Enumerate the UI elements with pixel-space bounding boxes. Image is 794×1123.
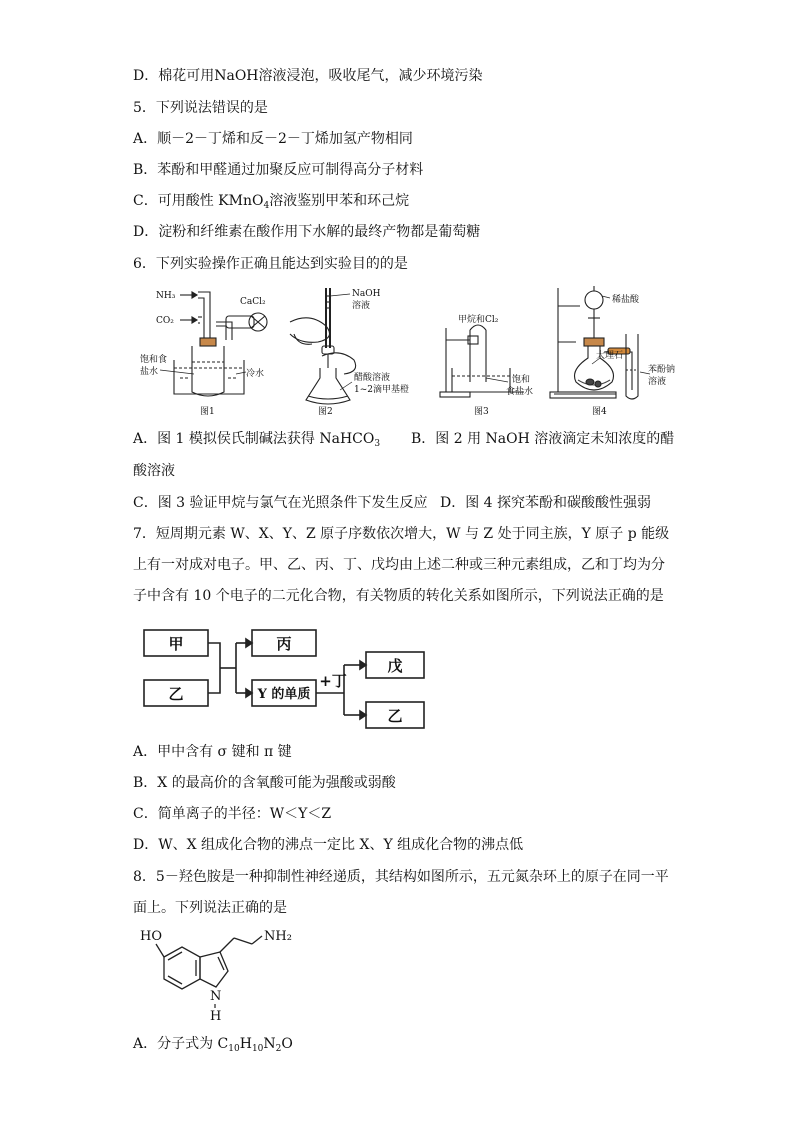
fig1-co2-label: CO₂ <box>156 316 174 326</box>
fig4-phenoxide-line2: 溶液 <box>648 377 667 387</box>
q6-option-b-line2: 酸溶液 <box>133 463 175 479</box>
fig2-acid-line2: 1~2滴甲基橙 <box>354 385 409 395</box>
q6-option-d: D．图 4 探究苯酚和碳酸酸性强弱 <box>440 495 652 511</box>
fig4-acid-label: 稀盐酸 <box>612 295 640 305</box>
fig3-water-line1: 饱和 <box>512 375 531 385</box>
q7-option-c: C．简单离子的半径：W＜Y＜Z <box>133 806 332 822</box>
q8-formula-h-count: 10 <box>251 1044 264 1054</box>
q5-option-d: D．淀粉和纤维素在酸作用下水解的最终产物都是葡萄糖 <box>133 224 481 240</box>
node-yi: 乙 <box>168 685 184 703</box>
structure-nh2-label: NH₂ <box>264 929 292 944</box>
q6-option-a-pre: A．图 1 模拟侯氏制碱法获得 NaHCO <box>133 431 375 447</box>
fig2-acid-line1: 醋酸溶液 <box>354 373 391 383</box>
fig1-salt-water-line1: 饱和食 <box>140 355 168 365</box>
q6-option-a-sub: 3 <box>374 439 381 449</box>
fig1-caption: 图1 <box>200 407 215 417</box>
fig3-gas-label: 甲烷和Cl₂ <box>458 315 499 325</box>
fig4-marble-label: 大理石 <box>596 351 624 361</box>
structure-n-label: N <box>210 989 222 1004</box>
q8-option-a-pre: A．分子式为 C <box>133 1036 229 1052</box>
q7-stem-line1: 7．短周期元素 W、X、Y、Z 原子序数依次增大，W 与 Z 处于同主族，Y 原子 p 能级 <box>133 526 670 542</box>
q4-option-d: D．棉花可用NaOH溶液浸泡，吸收尾气，减少环境污染 <box>133 68 483 84</box>
fig1-cacl2-label: CaCl₂ <box>240 297 266 307</box>
q7-option-d: D．W、X 组成化合物的沸点一定比 X、Y 组成化合物的沸点低 <box>133 837 524 853</box>
fig2-naoh-line1: NaOH <box>352 289 381 299</box>
q6-apparatus-figures <box>140 282 700 420</box>
q7-option-a: A．甲中含有 σ 键和 π 键 <box>133 744 292 760</box>
fig3-caption: 图3 <box>474 407 489 417</box>
fig2-apparatus <box>290 288 356 404</box>
q8-formula-h: H <box>239 1036 252 1052</box>
fig2-caption: 图2 <box>318 407 333 417</box>
q8-formula-o: O <box>281 1036 293 1052</box>
q7-stem-line3: 子中含有 10 个电子的二元化合物，有关物质的转化关系如图所示，下列说法正确的是 <box>133 588 664 604</box>
structure-ho-label: HO <box>140 929 162 944</box>
q8-formula-n: N <box>263 1036 276 1052</box>
q5-stem: 5．下列说法错误的是 <box>133 100 268 116</box>
fig1-salt-water-line2: 盐水 <box>140 367 159 377</box>
q8-serotonin-structure <box>138 924 308 1028</box>
fig1-apparatus <box>160 292 267 396</box>
q8-stem-line2: 面上。下列说法正确的是 <box>133 900 287 916</box>
plus-ding-label: +丁 <box>319 672 347 690</box>
q7-conversion-diagram <box>140 626 440 736</box>
fig4-phenoxide-line1: 苯酚钠 <box>648 365 676 375</box>
q5-option-b: B．苯酚和甲醛通过加聚反应可制得高分子材料 <box>133 162 424 178</box>
fig4-caption: 图4 <box>592 407 607 417</box>
q5-option-c-post: 溶液鉴别甲苯和环己烷 <box>269 193 410 209</box>
q6-option-a <box>133 429 380 454</box>
q5-option-c <box>133 191 409 216</box>
node-bing: 丙 <box>276 635 292 653</box>
q8-formula-n-count: 2 <box>275 1044 282 1054</box>
fig3-water-line2: 食盐水 <box>506 387 534 397</box>
q5-option-a: A．顺－2－丁烯和反－2－丁烯加氢产物相同 <box>133 131 413 147</box>
q6-stem: 6．下列实验操作正确且能达到实验目的的是 <box>133 256 408 272</box>
node-jia: 甲 <box>168 635 184 653</box>
q5-option-c-pre: C．可用酸性 KMnO <box>133 193 264 209</box>
structure-h-label: H <box>210 1009 222 1024</box>
node-y-single: Y 的单质 <box>257 687 311 702</box>
node-wu: 戊 <box>387 657 403 675</box>
q6-option-c: C．图 3 验证甲烷与氯气在光照条件下发生反应 <box>133 495 428 511</box>
fig2-naoh-line2: 溶液 <box>352 301 371 311</box>
fig1-nh3-label: NH₃ <box>156 291 176 301</box>
fig1-cold-water-label: 冷水 <box>246 369 265 379</box>
q8-stem-line1: 8．5－羟色胺是一种抑制性神经递质，其结构如图所示，五元氮杂环上的原子在同一平 <box>133 869 669 885</box>
q6-option-b-line1: B．图 2 用 NaOH 溶液滴定未知浓度的醋 <box>411 431 675 447</box>
q7-stem-line2: 上有一对成对电子。甲、乙、丙、丁、戊均由上述二种或三种元素组成，乙和丁均为分 <box>133 557 665 573</box>
node-yi-out: 乙 <box>387 707 403 725</box>
q5-option-c-sub: 4 <box>263 201 270 211</box>
q8-option-a <box>133 1034 293 1059</box>
q8-formula-c-count: 10 <box>228 1044 240 1054</box>
q7-option-b: B．X 的最高价的含氧酸可能为强酸或弱酸 <box>133 775 396 791</box>
